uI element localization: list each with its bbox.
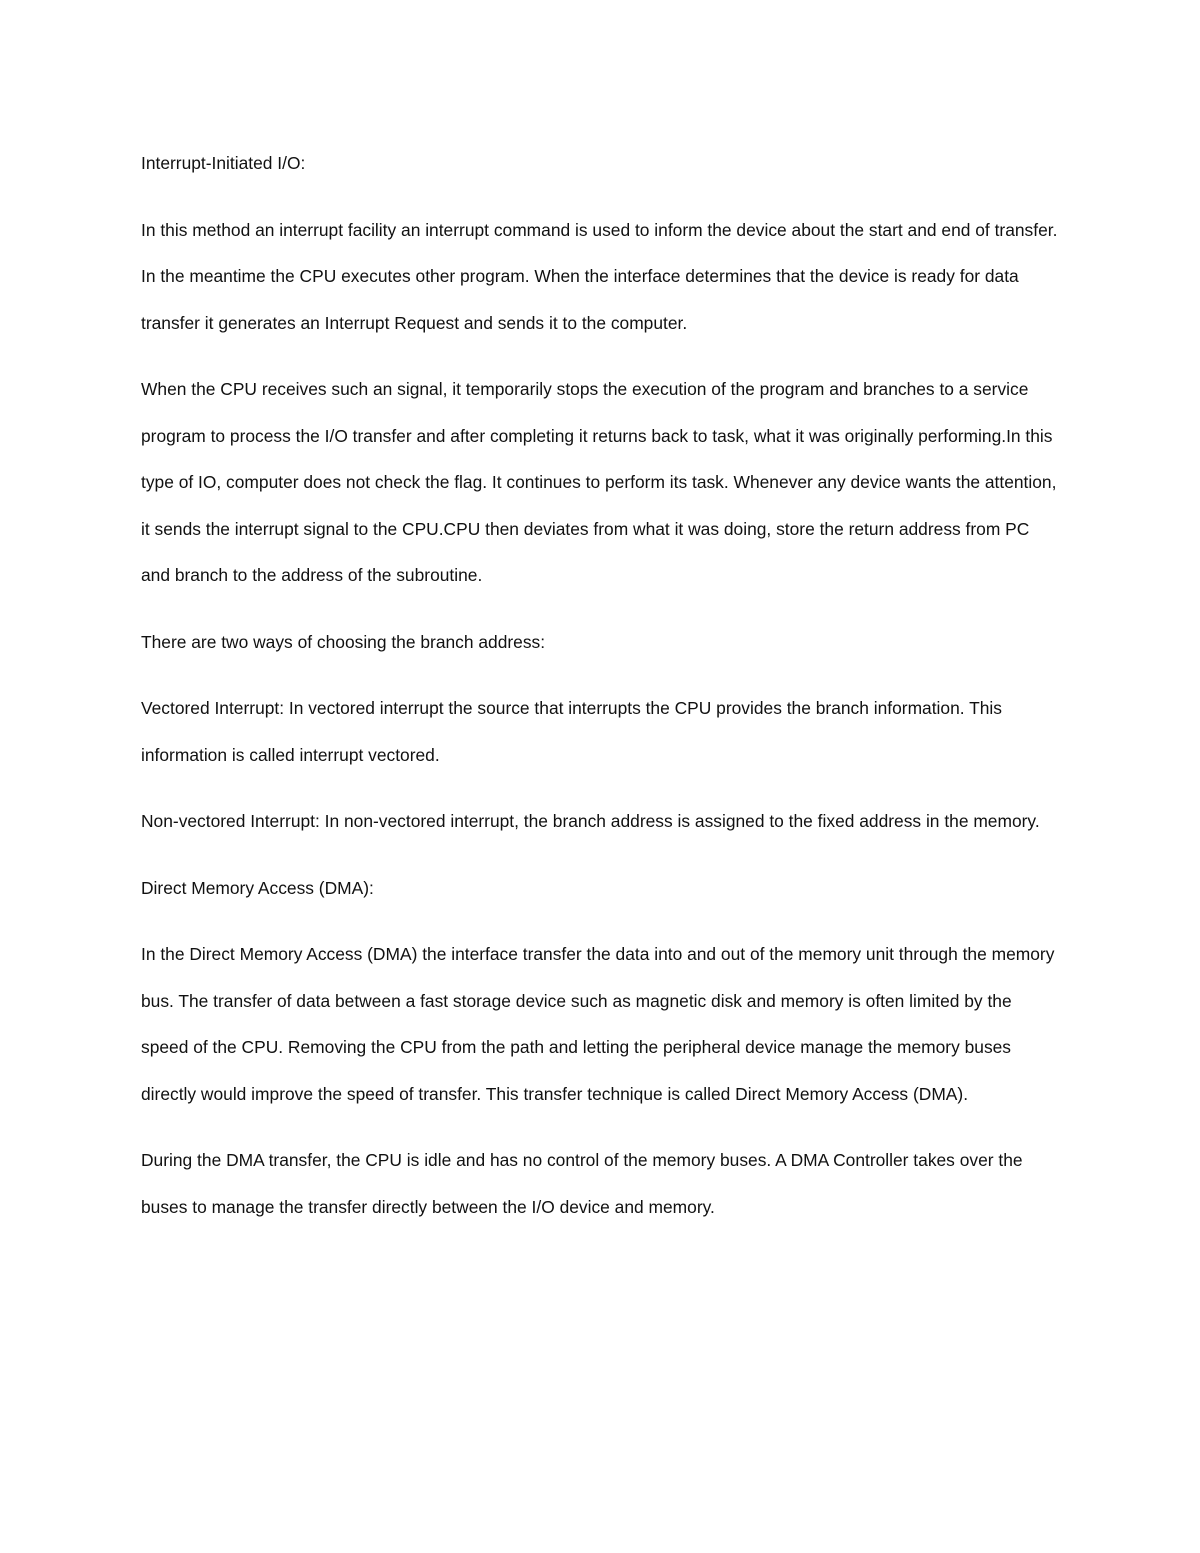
- paragraph-dma-description: In the Direct Memory Access (DMA) the interface transfer the data into and out of the memory unit through the memory bus. The transfer of data between a fast storage device such as magnetic disk and memory is often limited by the speed of the CPU. Removing the CPU from the path and letting the peripheral device manage the memory buses directly would improve the speed of transfer. This transfer technique is called Direct Memory Access (DMA).: [141, 944, 1055, 1104]
- paragraph-vectored-interrupt: Vectored Interrupt: In vectored interrupt the source that interrupts the CPU provides the branch information. This information is called interrupt vectored.: [141, 698, 1002, 765]
- paragraph-branch-address-intro: There are two ways of choosing the branch address:: [141, 631, 546, 652]
- paragraph-interrupt-method: In this method an interrupt facility an interrupt command is used to inform the device about the start and end of transfer. In the meantime the CPU executes other program. When the interface determines that the device is ready for data transfer it generates an Interrupt Request and sends it to the computer.: [141, 219, 1058, 333]
- paragraph-dma-transfer: During the DMA transfer, the CPU is idle and has no control of the memory buses. A DMA Controller takes over the buses to manage the transfer directly between the I/O device and memory.: [141, 1150, 1023, 1217]
- paragraph-cpu-interrupt-handling: When the CPU receives such an signal, it temporarily stops the execution of the program and branches to a service program to process the I/O transfer and after completing it returns back to task, what it was originally performing.In this type of IO, computer does not check the flag. It continues to perform its task. Whenever any device wants the attention, it sends the interrupt signal to the CPU.CPU then deviates from what it was doing, store the return address from PC and branch to the address of the subroutine.: [141, 379, 1057, 585]
- section-heading-interrupt-initiated-io: Interrupt-Initiated I/O:: [141, 153, 306, 173]
- section-heading-dma: Direct Memory Access (DMA):: [141, 877, 374, 898]
- document-body: [141, 140, 1061, 1250]
- paragraph-non-vectored-interrupt: Non-vectored Interrupt: In non-vectored interrupt, the branch address is assigned to the fixed address in the memory.: [141, 811, 1040, 831]
